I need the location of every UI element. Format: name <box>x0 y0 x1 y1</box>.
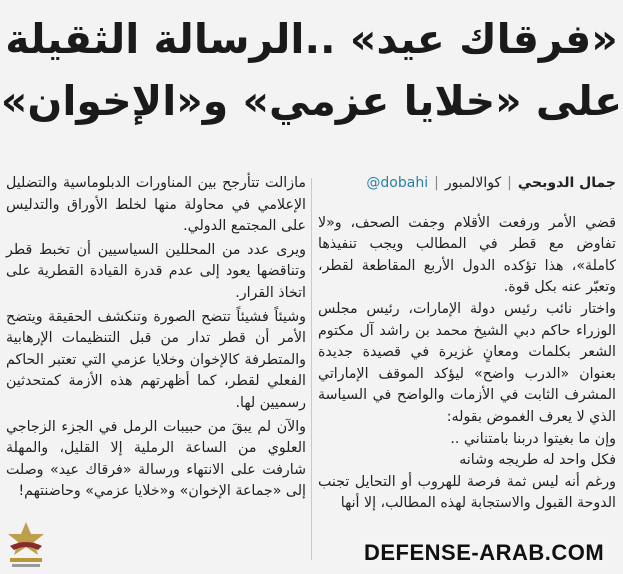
poem-line: فكل واحد له طريجه وشانه <box>459 452 616 469</box>
headline-line-1: «فرقاك عيد» ..الرسالة الثقيلة <box>5 15 618 63</box>
byline <box>318 173 616 195</box>
column-divider <box>311 178 312 560</box>
column-name: كوالالمبور <box>444 175 502 191</box>
twitter-handle[interactable]: @dobahi <box>366 175 429 191</box>
headline-line-2: على «خلايا عزمي» و«الإخوان» <box>0 77 623 125</box>
paragraph: ويرى عدد من المحللين السياسيين أن تخبط قطر وتناقضها يعود إلى عدم قدرة القيادة القطرية على اتخاذ القرار. <box>6 241 306 301</box>
byline-separator: | <box>434 175 439 191</box>
author-name: جمال الدوبحي <box>517 175 616 191</box>
forum-emblem-icon <box>4 520 48 570</box>
byline-separator: | <box>507 175 512 191</box>
poem-line: وإن ما بغيتوا دربنا بامتناني .. <box>450 430 616 447</box>
paragraph: قضي الأمر ورفعت الأقلام وجفت الصحف، و«لا تفاوض مع قطر في المطالب ويجب تنفيذها كاملة»، هذا تؤكده الدول الأربع المقاطعة لقطر، وتعبّر عنه بكل قوة. <box>318 214 616 296</box>
headline <box>0 8 623 132</box>
paragraph: مازالت تتأرجح بين المناورات الدبلوماسية والتضليل الإعلامي في محاولة منها لخلط الأوراق والتدليس على المجتمع الدولي. <box>6 175 306 235</box>
right-column <box>318 173 616 515</box>
paragraph: وشيئاً فشيئاً تتضح الصورة وتنكشف الحقيقة ويتضح الأمر أن قطر تدار من قبل التنظيمات الإرهابية والمتطرفة كالإخوان وخلايا عزمي التي تعتبر الحاكم الفعلي لقطر، كما أظهرتهم هذه الأزمة كمتحدثين رسميين لها. <box>6 308 306 411</box>
left-column <box>6 173 306 505</box>
paragraph: واختار نائب رئيس دولة الإمارات، رئيس مجلس الوزراء حاكم دبي الشيخ محمد بن راشد آل مكتوم الشعر بكلمات ومعانٍ غزيرة في قصيدة جديدة بعنوان «الدرب واضح» ليؤكد الموقف الإماراتي المشرف الثابت في الأزمات والواضح في السياسة الذي لا يعرف الغموض بقوله: <box>318 300 616 425</box>
site-watermark: DEFENSE-ARAB.COM <box>360 540 608 566</box>
paragraph: ورغم أنه ليس ثمة فرصة للهروب أو التحايل تجنب الدوحة القبول والاستجابة لهذه المطالب، إلا أنها <box>318 473 616 512</box>
paragraph: والآن لم يبقَ من حبيبات الرمل في الجزء الزجاجي العلوي من الساعة الرملية إلا القليل، والمهلة شارفت على الانتهاء ورسالة «فرقاك عيد» وصلت إلى «جماعة الإخوان» و«خلايا عزمي» وحاضنتهم! <box>6 418 306 500</box>
